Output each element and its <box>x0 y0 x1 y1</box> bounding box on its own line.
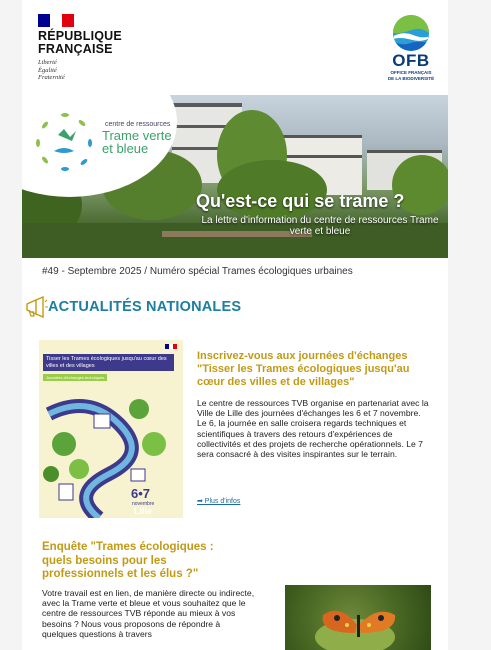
tvb-leaf-wreath-icon <box>30 107 100 177</box>
megaphone-icon <box>24 296 48 318</box>
badge-small-text: centre de ressources <box>105 121 171 128</box>
article1-body: Le centre de ressources TVB organise en partenariat avec la Ville de Lille des journées d'échanges les 6 et 7 novembre. Le 6, la journée en salle croisera regards techniques et scientifiques à travers des retours d'expériences de collectivités et des projets de recherche opérationnels. Le 7 sera consacré à des visites inspirantes sur le terrain. <box>197 398 429 460</box>
poster-tag: Tisser les Trames écologiques jusqu'au cœur des villes et des villages <box>43 354 174 371</box>
french-flag-icon <box>38 14 74 27</box>
poster-city: Lille <box>134 506 153 516</box>
article2-body: Votre travail est en lien, de manière directe ou indirecte, avec la Trame verte et bleue et vous souhaitez que le centre de ressources TVB réponde au mieux à vos besoins ? Nous vous proposons de répondre à quelques questions à travers <box>42 588 255 639</box>
hero-banner[interactable] <box>22 95 448 258</box>
ofb-name: OFB <box>392 51 430 70</box>
ofb-globe-icon <box>392 14 430 52</box>
republique-francaise-logo <box>38 14 122 82</box>
ofb-subtitle: OFFICE FRANÇAIS DE LA BIODIVERSITÉ <box>387 70 435 81</box>
badge-big-text: Trame verte et bleue <box>102 128 172 156</box>
poster-city-illustration <box>39 384 183 518</box>
poster-subtag: Journées d'échanges techniques <box>43 374 107 381</box>
republique-motto: Liberté Égalité Fraternité <box>38 59 65 81</box>
hero-title: Qu'est-ce qui se trame ? <box>196 191 405 211</box>
section-header <box>24 296 241 318</box>
article1-title[interactable]: Inscrivez-vous aux journées d'échanges "Tisser les Trames écologiques jusqu'au cœur des villes et de villages" <box>197 350 410 388</box>
newsletter-page <box>22 0 448 650</box>
republique-title: RÉPUBLIQUE FRANÇAISE <box>38 29 122 56</box>
mini-flag-icon <box>165 344 177 349</box>
issue-line: #49 - Septembre 2025 / Numéro spécial Trames écologiques urbaines <box>42 266 353 277</box>
butterfly-icon <box>285 585 431 650</box>
article2-title[interactable]: Enquête "Trames écologiques : quels besoins pour les professionnels et les élus ?" <box>42 541 214 580</box>
event-poster-image[interactable] <box>39 340 183 518</box>
ofb-logo <box>382 14 440 81</box>
more-info-link[interactable]: ➡ Plus d'infos <box>197 498 241 505</box>
poster-month: novembre <box>132 501 155 507</box>
hero-subtitle: La lettre d'information du centre de ressources Trame verte et bleue <box>201 215 439 237</box>
section-title: ACTUALITÉS NATIONALES <box>48 299 242 315</box>
butterfly-photo[interactable] <box>285 585 431 650</box>
poster-date: 6•7 <box>131 486 151 501</box>
